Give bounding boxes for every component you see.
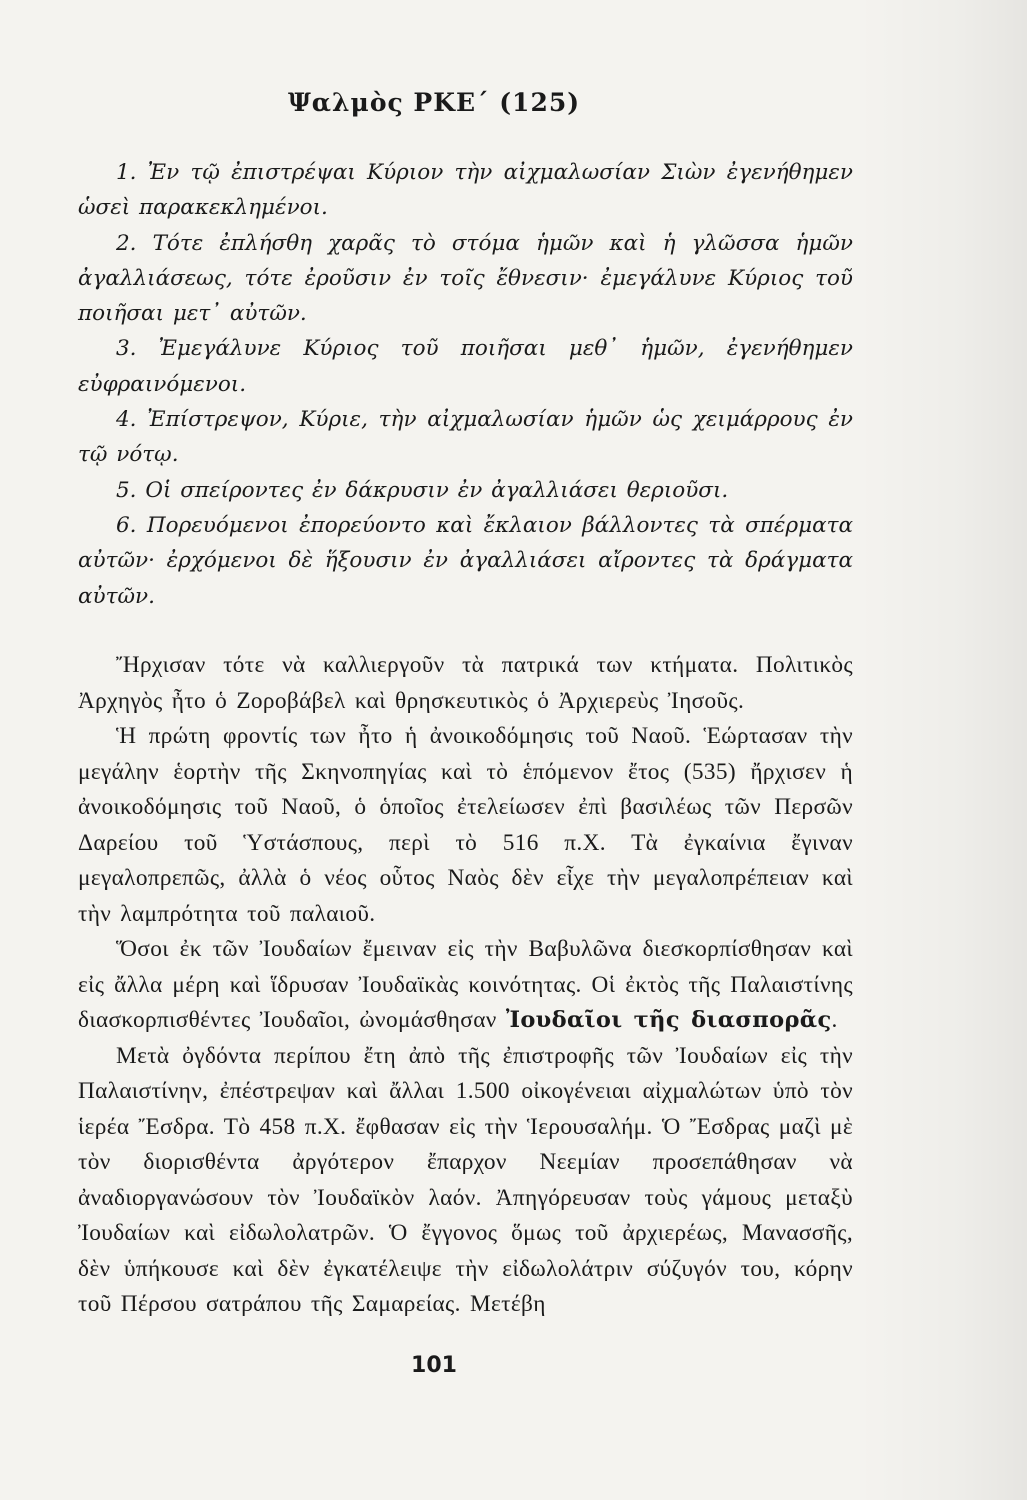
paragraph-1: Ἤρχισαν τότε νὰ καλλιεργοῦν τὰ πατρικά των κτήματα. Πολιτικὸς Ἀρχηγὸς ἦτο ὁ Ζοροβάβελ καὶ θρησκευτικὸς ὁ Ἀρχιερεὺς Ἰησοῦς. xyxy=(78,652,853,714)
psalm-verse-2: 2. Τότε ἐπλήσθη χαρᾶς τὸ στόμα ἡμῶν καὶ ἡ γλῶσσα ἡμῶν ἀγαλλιάσεως, τότε ἐροῦσιν ἐν τοῖς ἔθνεσιν· ἐμεγάλυνε Κύριος τοῦ ποιῆσαι μετ᾿ αὐτῶν. xyxy=(78,230,853,327)
paragraph-3 xyxy=(78,932,853,1039)
psalm-verse-3: 3. Ἐμεγάλυνε Κύριος τοῦ ποιῆσαι μεθ᾿ ἡμῶν, ἐγενήθημεν εὐφραινόμενοι. xyxy=(78,336,853,397)
paragraph-3-text: Ὅσοι ἐκ τῶν Ἰουδαίων ἔμειναν εἰς τὴν Βαβυλῶνα διεσκορπίσθησαν καὶ εἰς ἄλλα μέρη καὶ ἵδρυσαν Ἰουδαϊκὰς κοινότητας. Οἱ ἐκτὸς τῆς Παλαιστίνης διασκορπισθέντες Ἰουδαῖοι, ὠνομάσθησαν xyxy=(78,936,853,1033)
paragraph-4: Μετὰ ὀγδόντα περίπου ἔτη ἀπὸ τῆς ἐπιστροφῆς τῶν Ἰουδαίων εἰς τὴν Παλαιστίνην, ἐπέστρεψαν καὶ ἄλλαι 1.500 οἰκογένειαι αἰχμαλώτων ὑπὸ τὸν ἱερέα Ἔσδρα. Τὸ 458 π.Χ. ἔφθασαν εἰς τὴν Ἱερουσαλήμ. Ὁ Ἔσδρας μαζὶ μὲ τὸν διορισθέντα ἀργότερον ἔπαρχον Νεεμίαν προσεπάθησαν νὰ ἀναδιοργανώσουν τὸν Ἰουδαϊκὸν λαόν. Ἀπηγόρευσαν τοὺς γάμους μεταξὺ Ἰουδαίων καὶ εἰδωλολατρῶν. Ὁ ἔγγονος ὅμως τοῦ ἀρχιερέως, Μανασσῆς, δὲν ὑπήκουσε καὶ δὲν ἐγκατέλειψε τὴν εἰδωλολάτριν σύζυγόν του, κόρην τοῦ Πέρσου σατράπου τῆς Σαμαρείας. Μετέβη xyxy=(78,1042,853,1317)
psalm-title: Ψαλμὸς ΡΚΕ΄ (125) xyxy=(287,88,581,117)
paragraph-3-end: . xyxy=(831,1007,838,1033)
psalm-verse-5: 5. Οἱ σπείροντες ἐν δάκρυσιν ἐν ἀγαλλιάσει θεριοῦσι. xyxy=(116,477,729,503)
body-text xyxy=(78,648,853,1323)
psalm-text xyxy=(78,155,853,614)
paragraph-2: Ἡ πρώτη φροντίς των ἦτο ἡ ἀνοικοδόμησις τοῦ Ναοῦ. Ἑώρτασαν τὴν μεγάλην ἑορτὴν τῆς Σκηνοπηγίας καὶ τὸ ἑπόμενον ἔτος (535) ἤρχισεν ἡ ἀνοικοδόμησις τοῦ Ναοῦ, ὁ ὁποῖος ἐτελείωσεν ἐπὶ βασιλέως τῶν Περσῶν Δαρείου τοῦ Ὑστάσπους, περὶ τὸ 516 π.Χ. Τὰ ἐγκαίνια ἔγιναν μεγαλοπρεπῶς, ἀλλὰ ὁ νέος οὗτος Ναὸς δὲν εἶχε τὴν μεγαλοπρέπειαν καὶ τὴν λαμπρότητα τοῦ παλαιοῦ. xyxy=(78,723,853,927)
diaspora-term: Ἰουδαῖοι τῆς διασπορᾶς xyxy=(505,1007,832,1033)
psalm-verse-4: 4. Ἐπίστρεψον, Κύριε, τὴν αἰχμαλωσίαν ἡμῶν ὡς χειμάρρους ἐν τῷ νότῳ. xyxy=(78,407,853,468)
page-number: 101 xyxy=(411,1353,457,1378)
psalm-verse-1: 1. Ἐν τῷ ἐπιστρέψαι Κύριον τὴν αἰχμαλωσίαν Σιὼν ἐγενήθημεν ὡσεὶ παρακεκλημένοι. xyxy=(78,160,853,221)
psalm-verse-6: 6. Πορευόμενοι ἐπορεύοντο καὶ ἔκλαιον βάλλοντες τὰ σπέρματα αὐτῶν· ἐρχόμενοι δὲ ἥξουσιν ἐν ἀγαλλιάσει αἴροντες τὰ δράγματα αὐτῶν. xyxy=(78,512,853,609)
